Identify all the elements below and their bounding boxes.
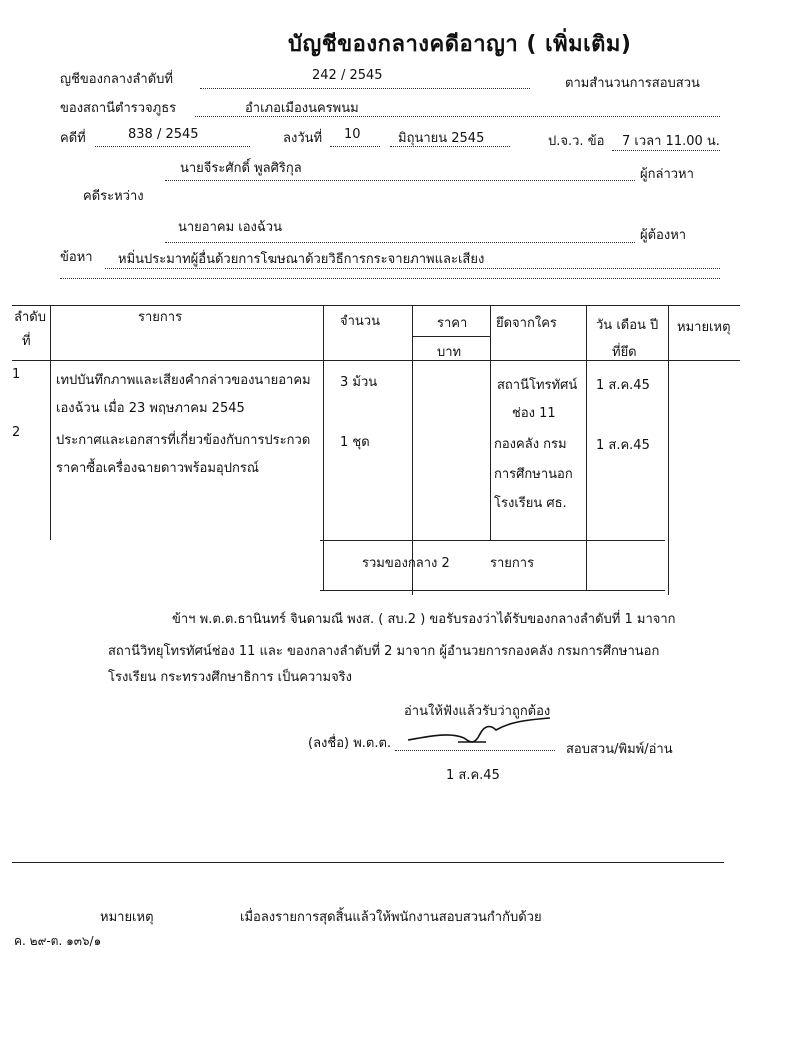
row-1-item-2: เองฉ้วน เมื่อ 23 พฤษภาคม 2545 (56, 401, 245, 416)
header-date-2: ที่ยึด (612, 345, 637, 360)
row-2-from-3: โรงเรียน ศธ. (494, 496, 567, 511)
sign-label: (ลงชื่อ) พ.ต.ต. (308, 736, 392, 751)
accused-label: ผู้ต้องหา (640, 228, 687, 243)
accuser-label: ผู้กล่าวหา (640, 167, 694, 182)
row-2-qty: 1 ชุด (340, 435, 370, 450)
row-2-date: 1 ส.ค.45 (596, 438, 650, 453)
per-note: ตามสำนวนการสอบสวน (565, 76, 700, 91)
sign-date: 1 ส.ค.45 (446, 768, 500, 783)
row-2-no: 2 (12, 425, 21, 440)
row-1-from-2: ช่อง 11 (512, 406, 556, 421)
row-2-from-2: การศึกษานอก (494, 467, 573, 482)
statement-line-1: ข้าฯ พ.ต.ต.ธานินทร์ จินดามณี พงส. ( สบ.2 ) ขอรับรองว่าได้รับของกลางลำดับที่ 1 มาจาก (172, 612, 676, 627)
role-label: สอบสวน/พิมพ์/อ่าน (566, 742, 673, 757)
header-remark: หมายเหตุ (677, 320, 731, 335)
header-from: ยึดจากใคร (496, 316, 557, 331)
station-label: ของสถานีตำรวจภูธร (60, 101, 177, 116)
form-code: ค. ๒๙-ต. ๑๓๖/๑ (14, 934, 102, 948)
case-label: คดีที่ (60, 131, 86, 146)
station-value: อำเภอเมืองนครพนม (245, 101, 359, 116)
total-label: รวมของกลาง 2 (362, 556, 450, 571)
between-label: คดีระหว่าง (83, 189, 144, 204)
page-title: บัญชีของกลางคดีอาญา ( เพิ่มเติม) (288, 32, 632, 57)
header-item: รายการ (138, 310, 183, 325)
charge-label: ข้อหา (60, 250, 93, 265)
header-price-2: บาท (437, 345, 462, 360)
row-1-date: 1 ส.ค.45 (596, 378, 650, 393)
pjw-label: ป.จ.ว. ข้อ (548, 134, 605, 149)
header-date-1: วัน เดือน ปี (596, 318, 659, 333)
charge-value: หมิ่นประมาทผู้อื่นด้วยการโฆษณาด้วยวิธีการกระจายภาพและเสียง (118, 252, 485, 267)
statement-line-3: โรงเรียน กระทรวงศึกษาธิการ เป็นความจริง (108, 670, 353, 685)
date-label: ลงวันที่ (283, 131, 323, 146)
header-no-1: ลำดับ (14, 310, 46, 325)
row-1-no: 1 (12, 367, 21, 382)
table-top-border (12, 305, 740, 306)
remark-label: หมายเหตุ (100, 910, 154, 925)
row-2-item-1: ประกาศและเอกสารที่เกี่ยวข้องกับการประกวด (56, 433, 311, 448)
case-value: 838 / 2545 (128, 127, 199, 142)
read-note: อ่านให้ฟังแล้วรับว่าถูกต้อง (404, 704, 551, 719)
row-1-item-1: เทปบันทึกภาพและเสียงคำกล่าวของนายอาคม (56, 373, 311, 388)
row-1-from-1: สถานีโทรทัศน์ (497, 378, 578, 393)
date-day: 10 (344, 127, 361, 142)
row-1-qty: 3 ม้วน (340, 375, 378, 390)
header-qty: จำนวน (340, 314, 380, 329)
pjw-value: 7 เวลา 11.00 น. (622, 134, 720, 149)
signature-scribble (400, 712, 560, 752)
statement-line-2: สถานีวิทยุโทรทัศน์ช่อง 11 และ ของกลางลำดับที่ 2 มาจาก ผู้อำนวยการกองคลัง กรมการศึกษานอก (108, 644, 660, 659)
date-month-year: มิถุนายน 2545 (398, 131, 485, 146)
accuser-name: นายจีระศักดิ์ พูลศิริกุล (180, 161, 302, 176)
row-2-from-1: กองคลัง กรม (494, 437, 567, 452)
header-price-1: ราคา (437, 316, 468, 331)
form-bottom-border (12, 862, 724, 863)
row-2-item-2: ราคาซื้อเครื่องฉายดาวพร้อมอุปกรณ์ (56, 461, 259, 476)
remark-text: เมื่อลงรายการสุดสิ้นแล้วให้พนักงานสอบสวนกำกับด้วย (240, 910, 542, 925)
header-no-2: ที่ (22, 334, 31, 349)
total-unit: รายการ (490, 556, 535, 571)
accused-name: นายอาคม เองฉ้วน (178, 220, 282, 235)
list-no-value: 242 / 2545 (312, 68, 383, 83)
list-no-label: ญชีของกลางลำดับที่ (60, 72, 173, 87)
